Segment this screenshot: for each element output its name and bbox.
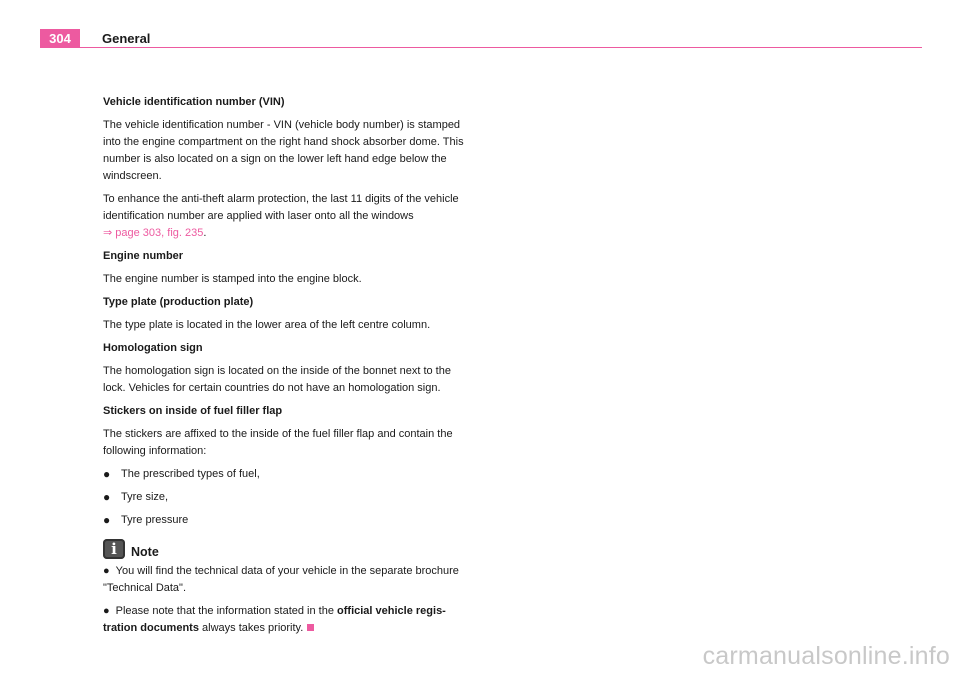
section-title: General (102, 31, 151, 46)
watermark: carmanualsonline.info (702, 642, 950, 670)
type-plate-heading: Type plate (production plate) (103, 296, 254, 308)
note-heading (103, 539, 465, 559)
engine-paragraph: The engine number is stamped into the engine block. (103, 273, 362, 285)
anti-theft-paragraph: To enhance the anti-theft alarm protection, the last 11 digits of the vehicle identification number are applied with laser onto all the windows ⇒ page 303, fig. 235. (103, 193, 459, 239)
list-item: ● Tyre pressure (103, 513, 189, 527)
note-label: Note (131, 545, 159, 559)
bullet-icon: ● (103, 565, 110, 577)
list-item: ● Tyre size, (103, 490, 169, 504)
engine-heading: Engine number (103, 250, 184, 262)
bullet-icon: ● (103, 513, 111, 527)
type-plate-paragraph: The type plate is located in the lower area of the left centre column. (103, 319, 431, 331)
vin-paragraph: The vehicle identification number - VIN (vehicle body number) is stamped into the engine compartment on the right hand shock absorber dome. This number is also located on a sign on the lower left hand edge below the windscreen. (103, 119, 464, 182)
stickers-paragraph: The stickers are affixed to the inside of the fuel filler flap and contain the following information: (103, 428, 453, 457)
bullet-icon: ● (103, 467, 111, 481)
anti-theft-text: To enhance the anti-theft alarm protection, the last 11 digits of the vehicle identification number are applied with laser onto all the windows (103, 193, 459, 222)
vin-heading: Vehicle identification number (VIN) (103, 96, 285, 108)
page-header (40, 29, 922, 49)
page-reference-link[interactable]: ⇒ page 303, fig. 235 (103, 227, 204, 239)
homologation-paragraph: The homologation sign is located on the inside of the bonnet next to the lock. Vehicles for certain countries do not have an homologation sign. (103, 365, 451, 394)
header-rule (40, 47, 922, 48)
homologation-heading: Homologation sign (103, 342, 203, 354)
bullet-icon: ● (103, 490, 111, 504)
note-item: ● Please note that the information stated in the official vehicle regis-tration documents always takes priority. (103, 605, 446, 634)
stickers-heading: Stickers on inside of fuel filler flap (103, 405, 283, 417)
list-item: ● The prescribed types of fuel, (103, 467, 260, 481)
bullet-icon: ● (103, 605, 110, 617)
note-item: ● You will find the technical data of your vehicle in the separate brochure "Technical Data". (103, 565, 459, 594)
page-number: 304 (40, 29, 80, 48)
page-content (103, 94, 465, 637)
info-icon: i (103, 539, 125, 559)
end-marker-icon (307, 624, 314, 631)
